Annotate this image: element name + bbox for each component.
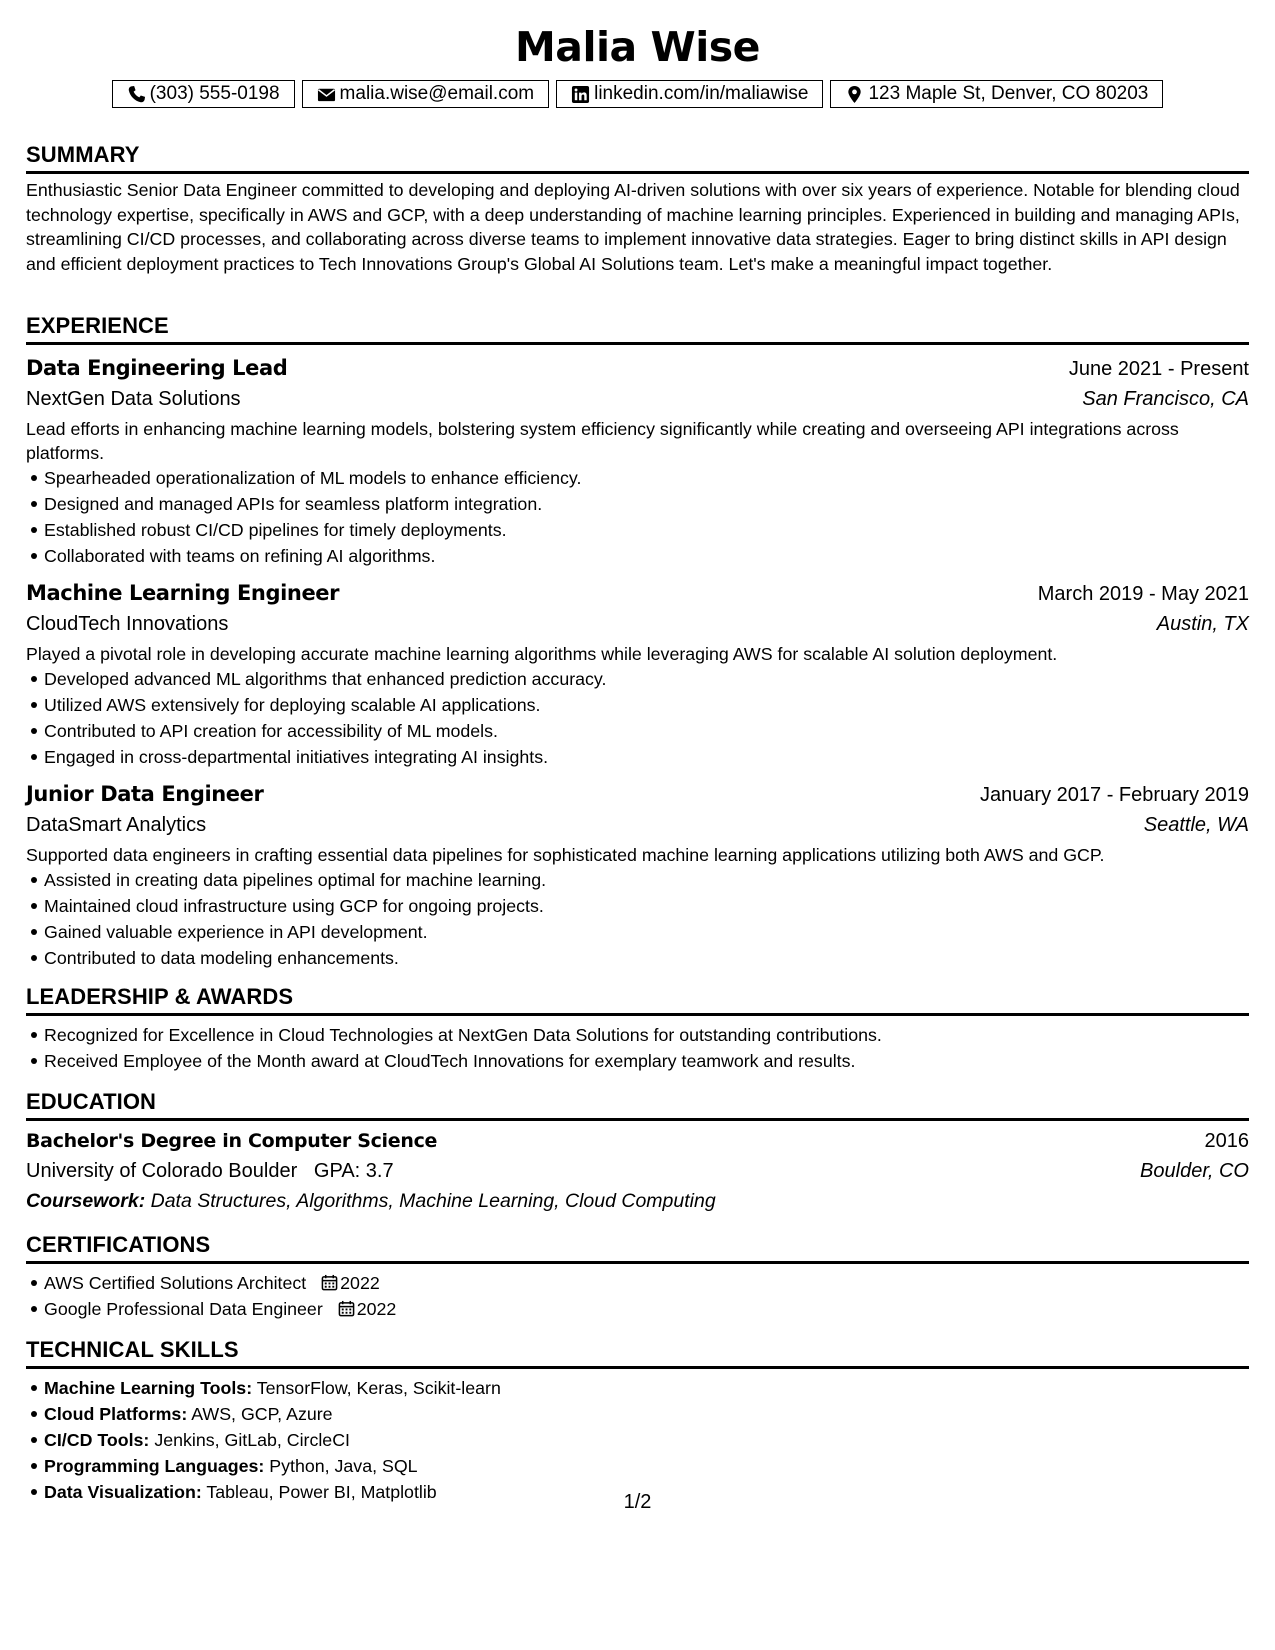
job-location: Seattle, WA: [1143, 814, 1249, 836]
graduation-year: 2016: [1204, 1130, 1249, 1152]
list-item: [44, 1375, 1249, 1401]
list-item: Recognized for Excellence in Cloud Technologies at NextGen Data Solutions for outstanding contributions.: [44, 1022, 1249, 1048]
coursework-label: Coursework:: [26, 1190, 146, 1212]
list-item: Collaborated with teams on refining AI algorithms.: [44, 543, 1249, 569]
skill-value: Tableau, Power BI, Matplotlib: [206, 1482, 437, 1502]
phone-icon: [127, 85, 146, 104]
job-title: Junior Data Engineer: [26, 782, 264, 806]
skills-heading: TECHNICAL SKILLS: [26, 1337, 1249, 1369]
job-entry: [26, 578, 1249, 770]
certification-name: AWS Certified Solutions Architect: [44, 1273, 307, 1293]
job-company: NextGen Data Solutions: [26, 388, 241, 410]
page-number: 1/2: [623, 1491, 652, 1513]
contact-address[interactable]: [830, 80, 1163, 108]
list-item: [44, 1401, 1249, 1427]
job-bullets: [26, 867, 1249, 971]
job-bullets: [26, 465, 1249, 569]
job-location: Austin, TX: [1156, 613, 1249, 635]
coursework: [26, 1186, 1249, 1216]
skills-section: [26, 1337, 1249, 1505]
certification-name: Google Professional Data Engineer: [44, 1299, 323, 1319]
skill-label: CI/CD Tools:: [44, 1430, 150, 1450]
list-item: Established robust CI/CD pipelines for timely deployments.: [44, 517, 1249, 543]
list-item: [44, 1296, 1249, 1322]
certifications-list: [26, 1270, 1249, 1322]
list-item: Contributed to data modeling enhancements.: [44, 945, 1249, 971]
list-item: Designed and managed APIs for seamless platform integration.: [44, 491, 1249, 517]
list-item: Contributed to API creation for accessibility of ML models.: [44, 718, 1249, 744]
school-location: Boulder, CO: [1140, 1160, 1249, 1182]
list-item: Maintained cloud infrastructure using GCP for ongoing projects.: [44, 893, 1249, 919]
linkedin-icon: [571, 85, 590, 104]
degree-title: Bachelor's Degree in Computer Science: [26, 1130, 438, 1152]
contact-phone[interactable]: [112, 80, 295, 108]
gpa: GPA: 3.7: [313, 1160, 394, 1182]
list-item: Received Employee of the Month award at CloudTech Innovations for exemplary teamwork and results.: [44, 1048, 1249, 1074]
leadership-list: [26, 1022, 1249, 1074]
envelope-icon: [317, 85, 336, 104]
school-name: University of Colorado Boulder: [26, 1160, 298, 1182]
job-description: Lead efforts in enhancing machine learning models, bolstering system efficiency significantly while creating and overseeing API integrations across platforms.: [26, 419, 1179, 463]
summary-text: Enthusiastic Senior Data Engineer committed to developing and deploying AI-driven solutions with over six years of experience. Notable for blending cloud technology expertise, specifically in AWS and GCP, with a deep understanding of machine learning principles. Experienced in building and managing APIs, streamlining CI/CD processes, and collaborating across diverse teams to implement innovative data strategies. Eager to bring distinct skills in API design and efficient deployment practices to Tech Innovations Group's Global AI Solutions team. Let's make a meaningful impact together.: [26, 180, 1240, 274]
list-item: [44, 1453, 1249, 1479]
certification-year: 2022: [356, 1299, 397, 1319]
certifications-section: [26, 1232, 1249, 1322]
resume-page: [26, 0, 1249, 1650]
contact-linkedin-text: linkedin.com/in/maliawise: [594, 83, 809, 104]
job-bullets: [26, 666, 1249, 770]
experience-section: [26, 313, 1249, 971]
map-marker-icon: [845, 85, 864, 104]
skill-label: Programming Languages:: [44, 1456, 265, 1476]
job-company: CloudTech Innovations: [26, 613, 229, 635]
job-title: Machine Learning Engineer: [26, 581, 340, 605]
job-entry: [26, 353, 1249, 569]
skill-label: Cloud Platforms:: [44, 1404, 188, 1424]
coursework-list: Data Structures, Algorithms, Machine Learning, Cloud Computing: [150, 1190, 716, 1212]
job-dates: March 2019 - May 2021: [1037, 583, 1249, 605]
list-item: Utilized AWS extensively for deploying scalable AI applications.: [44, 692, 1249, 718]
skill-value: TensorFlow, Keras, Scikit-learn: [256, 1378, 501, 1398]
skill-value: Jenkins, GitLab, CircleCI: [154, 1430, 350, 1450]
job-company: DataSmart Analytics: [26, 814, 207, 836]
list-item: Spearheaded operationalization of ML models to enhance efficiency.: [44, 465, 1249, 491]
list-item: Gained valuable experience in API development.: [44, 919, 1249, 945]
leadership-heading: LEADERSHIP & AWARDS: [26, 984, 1249, 1016]
list-item: [44, 1270, 1249, 1296]
skill-value: AWS, GCP, Azure: [191, 1404, 333, 1424]
skill-label: Machine Learning Tools:: [44, 1378, 253, 1398]
job-location: San Francisco, CA: [1082, 388, 1249, 410]
school-name-row: [26, 1156, 394, 1186]
education-section: [26, 1089, 1249, 1216]
job-description: Supported data engineers in crafting essential data pipelines for sophisticated machine learning applications utilizing both AWS and GCP.: [26, 845, 1105, 865]
summary-heading: SUMMARY: [26, 142, 1249, 174]
list-item: [44, 1427, 1249, 1453]
calendar-icon: [321, 1274, 338, 1291]
skills-list: [26, 1375, 1249, 1505]
skill-label: Data Visualization:: [44, 1482, 202, 1502]
list-item: Assisted in creating data pipelines optimal for machine learning.: [44, 867, 1249, 893]
certification-year: 2022: [340, 1273, 380, 1293]
list-item: Engaged in cross-departmental initiatives integrating AI insights.: [44, 744, 1249, 770]
job-title: Data Engineering Lead: [26, 356, 288, 380]
job-dates: January 2017 - February 2019: [979, 784, 1249, 806]
contact-email-text: malia.wise@email.com: [339, 83, 535, 104]
contact-phone-text: (303) 555-0198: [149, 83, 280, 104]
list-item: Developed advanced ML algorithms that enhanced prediction accuracy.: [44, 666, 1249, 692]
certifications-heading: CERTIFICATIONS: [26, 1232, 1249, 1264]
candidate-name: Malia Wise: [514, 23, 760, 71]
contact-email[interactable]: [302, 80, 550, 108]
job-entry: [26, 779, 1249, 971]
contact-linkedin[interactable]: [556, 80, 823, 108]
leadership-section: [26, 984, 1249, 1074]
contact-address-text: 123 Maple St, Denver, CO 80203: [868, 83, 1149, 104]
job-dates: June 2021 - Present: [1068, 358, 1249, 380]
skill-value: Python, Java, SQL: [269, 1456, 418, 1476]
calendar-icon: [338, 1300, 355, 1317]
summary-section: [26, 142, 1249, 276]
education-heading: EDUCATION: [26, 1089, 1249, 1121]
experience-heading: EXPERIENCE: [26, 313, 1249, 345]
job-description: Played a pivotal role in developing accurate machine learning algorithms while leveraging AWS for scalable AI solution deployment.: [26, 644, 1058, 664]
contact-bar: [26, 80, 1249, 108]
